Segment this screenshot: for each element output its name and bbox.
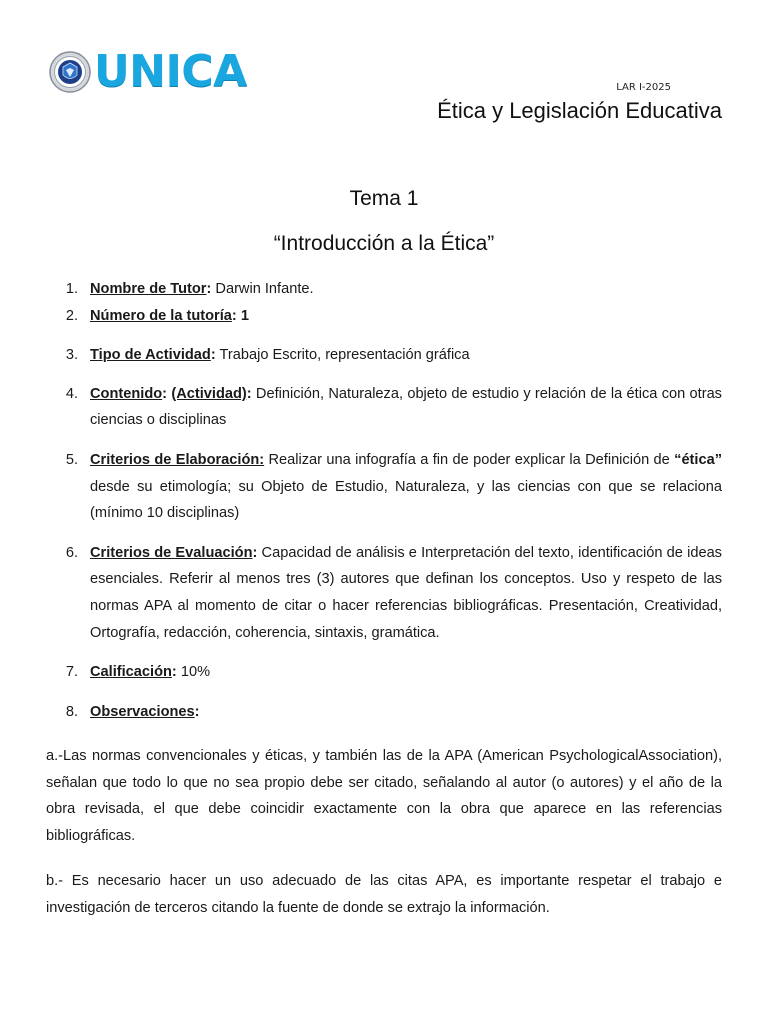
logo-wordmark: UNICA bbox=[94, 46, 247, 97]
list-number: 5. bbox=[65, 451, 78, 468]
list-number: 1. bbox=[65, 281, 78, 297]
item-label: Tipo de Actividad bbox=[90, 347, 211, 364]
item-label: Número de la tutoría bbox=[90, 307, 232, 324]
list-item: 6. Criterios de Evaluación: Capacidad de análisis e Interpretación del texto, identificación de ideas esenciales. Referir al menos tres (3) autores que definan los conceptos. Uso y respeto de las normas APA al momento de citar o hacer referencias bibliográficas. Presentación, Creatividad, Ortografía, redacción, coherencia, sintaxis, gramática. bbox=[46, 540, 722, 646]
list-item: 2. Número de la tutoría: 1 bbox=[46, 303, 722, 330]
item-label: Calificación bbox=[90, 664, 172, 681]
university-seal-icon bbox=[49, 51, 91, 93]
item-label: Nombre de Tutor bbox=[90, 281, 207, 297]
list-number: 7. bbox=[65, 664, 78, 681]
item-label: Criterios de Elaboración: bbox=[90, 451, 265, 468]
university-logo bbox=[49, 48, 247, 96]
item-value: Darwin Infante. bbox=[211, 281, 314, 297]
list-item: 7. Calificación: 10% bbox=[46, 659, 722, 686]
item-label: Contenido bbox=[90, 385, 163, 402]
item-label: Criterios de Evaluación bbox=[90, 544, 253, 561]
item-value: Capacidad de análisis e Interpretación del texto, identificación de ideas esenciales. Referir al menos tres (3) autores que definan los conceptos. Uso y respeto de las normas APA al momento de citar o hacer referencias bibliográficas. Presentación, Creatividad, Ortografía, redacción, coherencia, sintaxis, gramática. bbox=[90, 544, 722, 641]
list-number: 6. bbox=[65, 544, 78, 561]
list-number: 2. bbox=[65, 307, 78, 324]
list-item: 3. Tipo de Actividad: Trabajo Escrito, representación gráfica bbox=[46, 342, 722, 369]
topic-subtitle: “Introducción a la Ética” bbox=[273, 232, 495, 255]
item-value: Trabajo Escrito, representación gráfica bbox=[215, 347, 470, 364]
list-item: 8. Observaciones: bbox=[46, 699, 722, 726]
list-item: 5. Criterios de Elaboración: Realizar una infografía a fin de poder explicar la Definición de “ética” desde su etimología; su Objeto de Estudio, Naturaleza, y las ciencias con que se relaciona (mínimo 10 disciplinas) bbox=[46, 447, 722, 527]
item-label: Observaciones bbox=[90, 703, 195, 720]
course-title: Ética y Legislación Educativa bbox=[437, 98, 722, 123]
list-number: 8. bbox=[65, 703, 78, 720]
activity-details-list bbox=[46, 276, 722, 725]
topic-title: Tema 1 bbox=[349, 187, 419, 210]
list-item: 4. Contenido: (Actividad): Definición, Naturaleza, objeto de estudio y relación de la ética con otras ciencias o disciplinas bbox=[46, 381, 722, 434]
item-label-secondary: (Actividad) bbox=[171, 385, 247, 402]
observation-paragraph-b: b.- Es necesario hacer un uso adecuado de las citas APA, es importante respetar el trabajo e investigación de terceros citando la fuente de donde se extrajo la información. bbox=[46, 873, 722, 916]
item-value: Definición, Naturaleza, objeto de estudio y relación de la ética con otras ciencias o disciplinas bbox=[90, 385, 722, 429]
observation-paragraph-a: a.-Las normas convencionales y éticas, y también las de la APA (American PsychologicalAssociation), señalan que todo lo que no sea propio debe ser citado, señalando al autor (o autores) y el año de la obra revisada, el que debe coincidir exactamente con la obra que aparece en las referencias bibliográficas. bbox=[46, 748, 722, 844]
list-number: 4. bbox=[65, 385, 78, 402]
document-code: LAR I-2025 bbox=[616, 82, 671, 93]
list-number: 3. bbox=[65, 347, 78, 364]
list-item: 1. Nombre de Tutor: Darwin Infante. bbox=[46, 276, 722, 303]
bold-term: “ética” bbox=[674, 451, 722, 468]
item-value: desde su etimología; su Objeto de Estudio, Naturaleza, y las ciencias con que se relaciona (mínimo 10 disciplinas) bbox=[90, 478, 722, 522]
item-value: 10% bbox=[176, 664, 211, 681]
